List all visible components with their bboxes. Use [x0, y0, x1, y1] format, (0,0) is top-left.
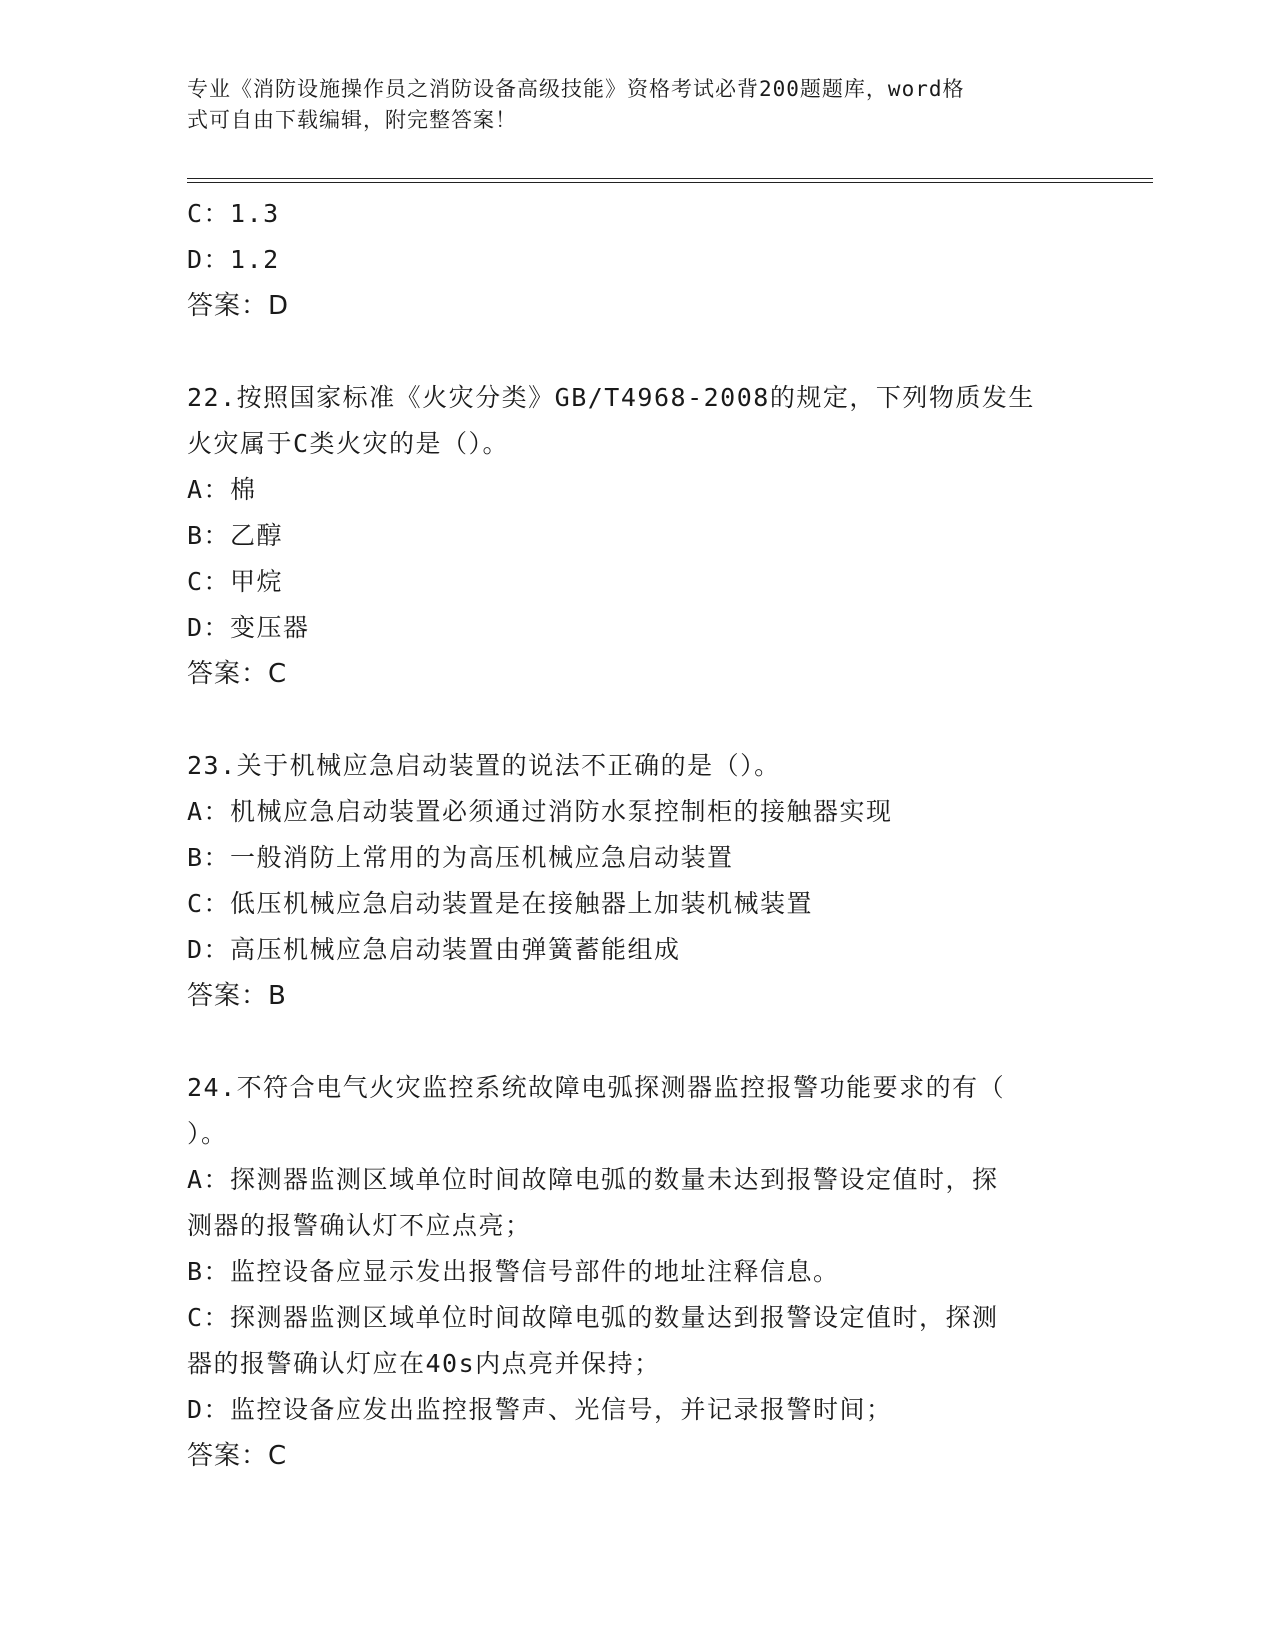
- question-22: [187, 375, 1087, 697]
- option-c: C：1.3: [187, 199, 280, 228]
- answer-line: 答案：C: [187, 659, 288, 689]
- header-line-1: 专业《消防设施操作员之消防设备高级技能》资格考试必背200题题库，word格: [187, 77, 965, 101]
- option-a: A：机械应急启动装置必须通过消防水泵控制柜的接触器实现: [187, 797, 893, 826]
- question-stem-line-2: 火灾属于C类火灾的是（）。: [187, 429, 510, 458]
- question-24: [187, 1065, 1087, 1479]
- question-stem-line-1: 22.按照国家标准《火灾分类》GB/T4968-2008的规定，下列物质发生: [187, 383, 1035, 412]
- option-c-line-2: 器的报警确认灯应在40s内点亮并保持；: [187, 1349, 661, 1378]
- option-c: C：低压机械应急启动装置是在接触器上加装机械装置: [187, 889, 814, 918]
- answer-line: 答案：D: [187, 291, 290, 321]
- question-stem-line-2: ）。: [187, 1119, 228, 1148]
- option-b: B：监控设备应显示发出报警信号部件的地址注释信息。: [187, 1257, 840, 1286]
- option-a-line-2: 测器的报警确认灯不应点亮；: [187, 1211, 532, 1240]
- option-c: C：甲烷: [187, 567, 284, 596]
- header-line-2: 式可自由下载编辑，附完整答案！: [187, 108, 517, 132]
- option-a: A：棉: [187, 475, 257, 504]
- question-spacer: [187, 697, 1087, 743]
- document-header: [187, 74, 1067, 136]
- question-21: [187, 191, 1087, 329]
- question-spacer: [187, 329, 1087, 375]
- option-d: D：高压机械应急启动装置由弹簧蓄能组成: [187, 935, 681, 964]
- question-23: [187, 743, 1087, 1019]
- option-a-line-1: A：探测器监测区域单位时间故障电弧的数量未达到报警设定值时，探: [187, 1165, 999, 1194]
- question-list: [187, 191, 1087, 1479]
- option-b: B：乙醇: [187, 521, 284, 550]
- option-d: D：1.2: [187, 245, 280, 274]
- option-d: D：变压器: [187, 613, 310, 642]
- header-divider-top: [187, 178, 1153, 179]
- answer-line: 答案：B: [187, 981, 287, 1011]
- option-b: B：一般消防上常用的为高压机械应急启动装置: [187, 843, 734, 872]
- option-d: D：监控设备应发出监控报警声、光信号，并记录报警时间；: [187, 1395, 893, 1424]
- header-divider-bottom: [187, 182, 1153, 183]
- option-c-line-1: C：探测器监测区域单位时间故障电弧的数量达到报警设定值时，探测: [187, 1303, 999, 1332]
- question-spacer: [187, 1019, 1087, 1065]
- question-stem-line-1: 24.不符合电气火灾监控系统故障电弧探测器监控报警功能要求的有（: [187, 1073, 1006, 1102]
- question-stem: 23.关于机械应急启动装置的说法不正确的是（）。: [187, 751, 781, 780]
- answer-line: 答案：C: [187, 1441, 288, 1471]
